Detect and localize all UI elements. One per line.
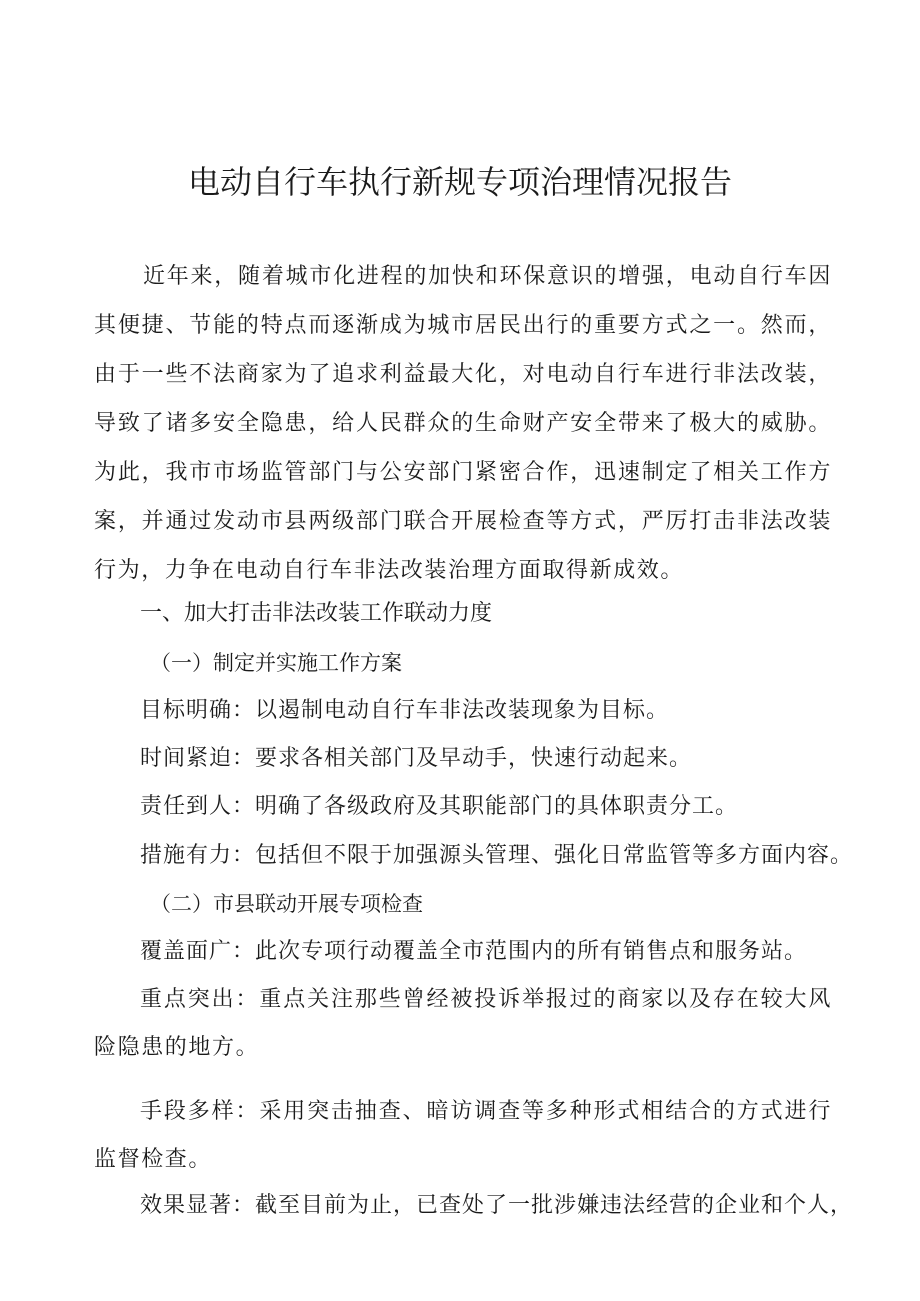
list-item: 措施有力：包括但不限于加强源头管理、强化日常监管等多方面内容。 bbox=[140, 843, 854, 868]
list-item: 时间紧迫：要求各相关部门及早动手，快速行动起来。 bbox=[140, 746, 693, 771]
document-title: 电动自行车执行新规专项治理情况报告 bbox=[187, 163, 732, 201]
list-item: 效果显著：截至目前为止，已查处了一批涉嫌违法经营的企业和个人， bbox=[140, 1193, 854, 1218]
intro-paragraph: 近年来，随着城市化进程的加快和环保意识的增强，电动自行车因其便捷、节能的特点而逐渐成为城市居民出行的重要方式之一。然而，由于一些不法商家为了追求利益最大化，对电动自行车进行非法改装，导致了诸多安全隐患，给人民群众的生命财产安全带来了极大的威胁。为此，我市市场监管部门与公安部门紧密合作，迅速制定了相关工作方案，并通过发动市县两级部门联合开展检查等方式，严厉打击非法改装行为，力争在电动自行车非法改装治理方面取得新成效。 bbox=[94, 264, 832, 583]
list-item: 覆盖面广：此次专项行动覆盖全市范围内的所有销售点和服务站。 bbox=[140, 939, 808, 964]
list-item: 手段多样：采用突击抽查、暗访调查等多种形式相结合的方式进行监督检查。 bbox=[94, 1099, 832, 1172]
list-item: 责任到人：明确了各级政府及其职能部门的具体职责分工。 bbox=[140, 794, 739, 819]
list-item: 目标明确：以遏制电动自行车非法改装现象为目标。 bbox=[140, 698, 670, 723]
list-item: 重点突出：重点关注那些曾经被投诉举报过的商家以及存在较大风险隐患的地方。 bbox=[94, 987, 832, 1060]
subsection-1-heading: （一）制定并实施工作方案 bbox=[150, 651, 402, 675]
subsection-2-heading: （二）市县联动开展专项检查 bbox=[150, 892, 423, 916]
section-1-heading: 一、加大打击非法改装工作联动力度 bbox=[140, 601, 493, 626]
